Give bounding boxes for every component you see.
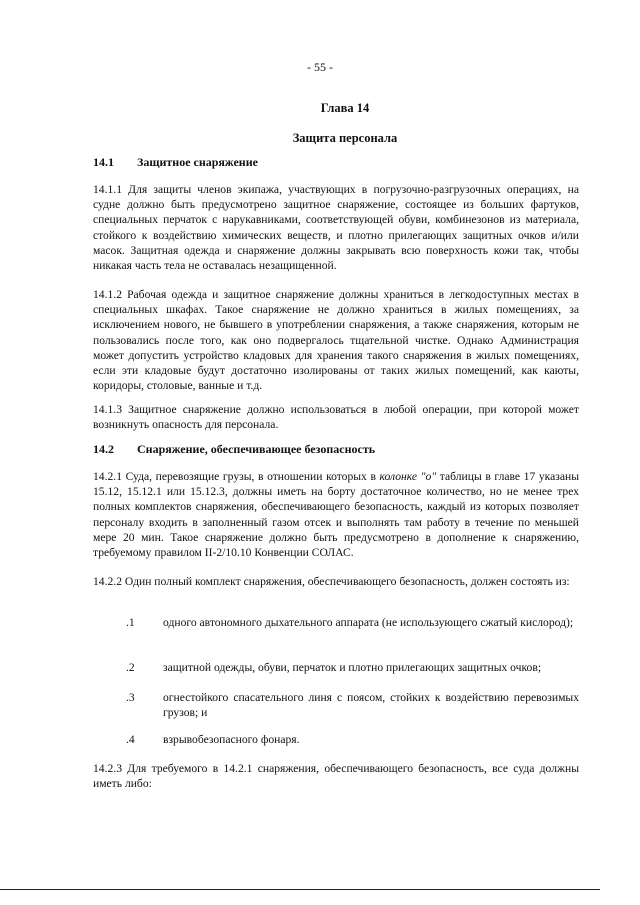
paragraph-14-2-2: 14.2.2 Один полный комплект снаряжения, обеспечивающего безопасность, должен состоять из: [93,575,570,588]
list-item-text: одного автономного дыхательного аппарата (не использующего сжатый кислород); [163,616,574,629]
section-title: Защитное снаряжение [137,155,258,169]
paragraph-14-2-1 [93,469,579,560]
paragraph-text: таблицы в главе 17 указаны 15.12, 15.12.1 или 15.12.3, должны иметь на борту достаточное количество, но не менее трех полных комплектов снаряжения, обеспечивающего безопасность, каждый из которых позволяет персоналу входить в заполненный газом отсек и выполнять там работу в течение по меньшей мере 20 мин. Такое снаряжение должно быть предусмотрено в дополнение к снаряжению, требуемому правилом II-2/10.10 Конвенции СОЛАС. [93,470,579,560]
paragraph-14-2-3: 14.2.3 Для требуемого в 14.2.1 снаряжения, обеспечивающего безопасность, все суда должны иметь либо: [93,762,579,791]
list-item-number: .4 [126,733,135,746]
section-title: Снаряжение, обеспечивающее безопасность [137,442,376,456]
list-item-number: .3 [126,691,135,704]
list-item-text: огнестойкого спасательного линя с поясом, стойких к воздействию перевозимых грузов; и [163,691,579,720]
column-reference: колонке "о" [379,470,437,483]
chapter-heading: Глава 14 [320,101,370,115]
list-item-number: .2 [126,661,135,674]
paragraph-text: 14.2.1 Суда, перевозящие грузы, в отношении которых в [93,470,380,483]
section-number: 14.1 [93,155,114,169]
list-item-number: .1 [126,616,135,629]
list-item-text: защитной одежды, обуви, перчаток и плотно прилегающих защитных очков; [163,661,542,674]
section-14-2-heading [93,442,375,457]
page-number: - 55 - [307,60,333,74]
list-item-text: взрывобезопасного фонаря. [163,733,300,746]
paragraph-14-1-3: 14.1.3 Защитное снаряжение должно использоваться в любой операции, при которой может возникнуть опасность для персонала. [93,403,579,432]
section-14-1-heading [93,155,258,170]
paragraph-14-1-1: 14.1.1 Для защиты членов экипажа, участвующих в погрузочно-разгрузочных операциях, на судне должно быть предусмотрено защитное снаряжение, состоящее из больших фартуков, специальных перчаток с нарукавниками, соответствующей обуви, комбинезонов из материала, стойкого к воздействию химических веществ, и плотно прилегающих защитных очков и/или масок. Защитная одежда и снаряжение должны закрывать всю поверхность кожи так, чтобы никакая часть тела не оставалась незащищенной. [93,183,579,273]
section-number: 14.2 [93,442,114,456]
paragraph-14-1-2: 14.1.2 Рабочая одежда и защитное снаряжение должны храниться в легкодоступных местах в специальных шкафах. Такое снаряжение не должно храниться в жилых помещениях, за исключением нового, не бывшего в употреблении снаряжения, а также снаряжения, которым не пользовались после того, как оно подвергалось тщательной чистке. Однако Администрация может допустить устройство кладовых для хранения такого снаряжения в жилых помещениях, если эти кладовые будут достаточно изолированы от таких жилых помещений, как каюты, коридоры, столовые, ванные и т.д. [93,288,579,393]
chapter-title: Защита персонала [292,131,398,145]
page-bottom-rule [0,889,600,890]
